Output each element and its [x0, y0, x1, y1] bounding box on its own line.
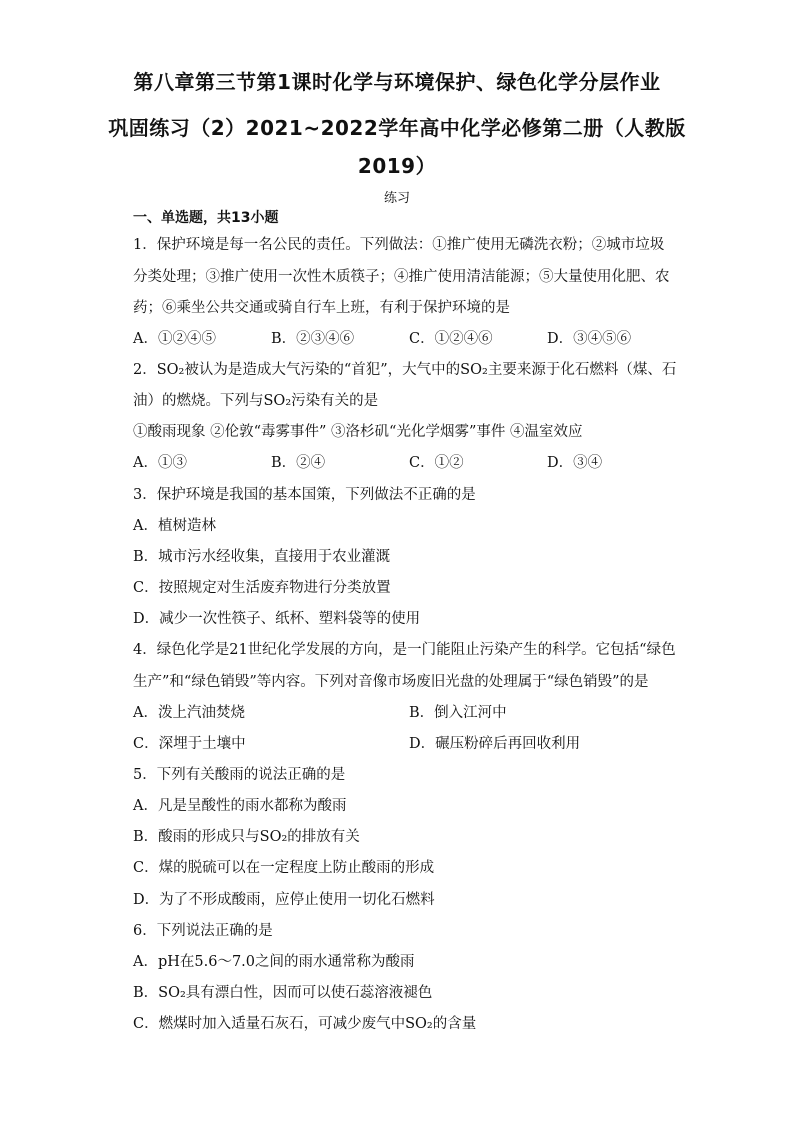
q6-option-b: B．SO₂具有漂白性，因而可以使石蕊溶液褪色 [133, 985, 433, 1001]
q3-option-b: B．城市污水经收集，直接用于农业灌溉 [133, 549, 391, 565]
q1-stem-line-2: 分类处理；③推广使用一次性木质筷子；④推广使用清洁能源；⑤大量使用化肥、农 [133, 269, 670, 285]
q6-option-a: A．pH在5.6～7.0之间的雨水通常称为酸雨 [133, 954, 415, 970]
q1-option-d: D．③④⑤⑥ [547, 331, 632, 347]
q2-stem-line-3: ①酸雨现象 ②伦敦“毒雾事件” ③洛杉矶“光化学烟雾”事件 ④温室效应 [133, 424, 583, 440]
doc-subtitle: 练习 [383, 191, 410, 206]
q6-stem: 6．下列说法正确的是 [133, 923, 273, 939]
q4-option-a: A．泼上汽油焚烧 [133, 705, 245, 721]
q3-option-a: A．植树造林 [133, 518, 216, 534]
q3-stem: 3．保护环境是我国的基本国策，下列做法不正确的是 [133, 487, 476, 503]
q5-option-c: C．煤的脱硫可以在一定程度上防止酸雨的形成 [133, 860, 435, 876]
doc-title-line-3: 2019） [357, 154, 437, 178]
q4-option-d: D．碾压粉碎后再回收利用 [409, 736, 581, 752]
q4-option-b: B．倒入江河中 [409, 705, 507, 721]
q1-stem-line-3: 药；⑥乘坐公共交通或骑自行车上班，有利于保护环境的是 [133, 300, 510, 316]
q3-option-d: D．减少一次性筷子、纸杯、塑料袋等的使用 [133, 611, 421, 627]
q2-stem-line-2: 油）的燃烧。下列与SO₂污染有关的是 [133, 393, 379, 409]
q4-stem-line-1: 4．绿色化学是21世纪化学发展的方向，是一门能阻止污染产生的科学。它包括“绿色 [133, 642, 676, 658]
q4-option-c: C．深埋于土壤中 [133, 736, 246, 752]
q1-option-c: C．①②④⑥ [409, 331, 493, 347]
q5-stem: 5．下列有关酸雨的说法正确的是 [133, 767, 346, 783]
doc-title-line-2: 巩固练习（2）2021~2022学年高中化学必修第二册（人教版 [108, 116, 686, 140]
doc-title-line-1: 第八章第三节第1课时化学与环境保护、绿色化学分层作业 [133, 70, 661, 94]
q2-option-b: B．②④ [271, 455, 326, 471]
q6-option-c: C．燃煤时加入适量石灰石，可减少废气中SO₂的含量 [133, 1016, 477, 1032]
section-heading: 一、单选题，共13小题 [133, 210, 279, 226]
q1-option-b: B．②③④⑥ [271, 331, 355, 347]
q5-option-a: A．凡是呈酸性的雨水都称为酸雨 [133, 798, 347, 814]
q2-stem-line-1: 2．SO₂被认为是造成大气污染的“首犯”，大气中的SO₂主要来源于化石燃料（煤、石 [133, 362, 677, 378]
q1-stem-line-1: 1．保护环境是每一名公民的责任。下列做法：①推广使用无磷洗衣粉；②城市垃圾 [133, 237, 665, 253]
q3-option-c: C．按照规定对生活废弃物进行分类放置 [133, 580, 391, 596]
q2-option-a: A．①③ [133, 455, 187, 471]
q5-option-d: D．为了不形成酸雨，应停止使用一切化石燃料 [133, 892, 435, 908]
q2-option-d: D．③④ [547, 455, 603, 471]
q2-option-c: C．①② [409, 455, 464, 471]
q1-option-a: A．①②④⑤ [133, 331, 216, 347]
q4-stem-line-2: 生产”和“绿色销毁”等内容。下列对音像市场废旧光盘的处理属于“绿色销毁”的是 [133, 674, 649, 690]
q5-option-b: B．酸雨的形成只与SO₂的排放有关 [133, 829, 360, 845]
